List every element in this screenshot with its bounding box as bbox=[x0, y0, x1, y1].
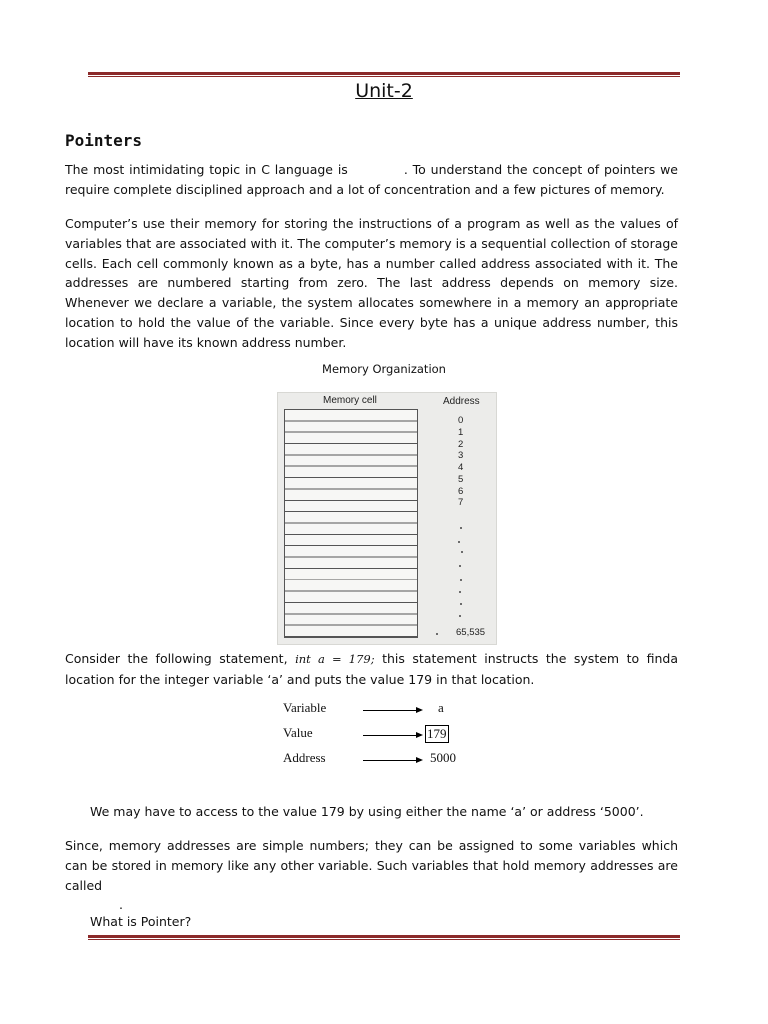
section-heading: Pointers bbox=[65, 131, 143, 150]
memory-paragraph: Computer’s use their memory for storing the instructions of a program as well as the values of variables that are associated with it. The computer’s memory is a sequential collection of storage cells. Each cell commonly known as a byte, has a number called address associated with it. The addresses are numbered starting from zero. The last address depends on memory size. Whenever we declare a variable, the system allocates somewhere in a memory an appropriate location to hold the value of the variable. Since every byte has a unique address number, this location will have its known address number. bbox=[65, 216, 678, 350]
memory-cell-header: Memory cell bbox=[323, 395, 377, 406]
ellipsis-dot bbox=[460, 579, 462, 581]
variable-label: Variable bbox=[283, 700, 327, 715]
value-box: 179 bbox=[427, 726, 447, 741]
intro-text-2: . To understand the concept of pointers we require complete disciplined approach and a lot of concentration and a few pictures of memory. bbox=[65, 162, 678, 197]
ellipsis-dot bbox=[459, 615, 461, 617]
address-0: 0 bbox=[458, 415, 464, 426]
memory-organization-figure bbox=[277, 392, 497, 645]
address-header: Address bbox=[443, 396, 480, 407]
ellipsis-dot bbox=[460, 603, 462, 605]
address-2: 2 bbox=[458, 439, 464, 450]
ellipsis-dot bbox=[436, 633, 438, 635]
address-7: 7 bbox=[458, 497, 464, 508]
pointer-variable-text: Since, memory addresses are simple numbers; they can be assigned to some variables which can be stored in memory like any other variable. Such variables that hold memory addresses are called bbox=[65, 838, 678, 893]
memory-cells bbox=[284, 409, 418, 638]
statement-paragraph bbox=[65, 649, 678, 690]
address-3: 3 bbox=[458, 450, 464, 461]
arrow-right-icon bbox=[363, 760, 421, 761]
code-expression: int a = 179; bbox=[295, 652, 375, 666]
address-label: Address bbox=[283, 750, 326, 765]
subheading: What is Pointer? bbox=[90, 914, 192, 929]
address-5: 5 bbox=[458, 474, 464, 485]
arrow-right-icon bbox=[363, 735, 421, 736]
page-title: Unit-2 bbox=[355, 80, 413, 102]
arrow-right-icon bbox=[363, 710, 421, 711]
ellipsis-dot bbox=[461, 551, 463, 553]
statement-text-2: this statement instructs the system to finda location for the integer variable ‘a’ and puts the value 179 in that location. bbox=[65, 651, 679, 687]
access-paragraph: We may have to access to the value 179 by using either the name ‘a’ or address ‘5000’. bbox=[90, 804, 644, 819]
intro-text-1: The most intimidating topic in C language is bbox=[65, 162, 348, 177]
address-6: 6 bbox=[458, 486, 464, 497]
figure-caption: Memory Organization bbox=[322, 362, 446, 376]
intro-paragraph bbox=[65, 160, 678, 200]
statement-text-1: Consider the following statement, bbox=[65, 651, 288, 666]
bottom-rule bbox=[88, 935, 680, 938]
ellipsis-dot bbox=[459, 591, 461, 593]
period: . bbox=[119, 897, 123, 913]
address-4: 4 bbox=[458, 462, 464, 473]
ellipsis-dot bbox=[460, 527, 462, 529]
ellipsis-dot bbox=[458, 541, 460, 543]
pointer-variable-paragraph bbox=[65, 836, 678, 915]
ellipsis-dot bbox=[459, 565, 461, 567]
top-rule bbox=[88, 72, 680, 75]
variable-value: a bbox=[438, 700, 444, 715]
last-address: 65,535 bbox=[456, 627, 486, 638]
address-value: 5000 bbox=[430, 750, 456, 765]
address-1: 1 bbox=[458, 427, 464, 438]
value-label: Value bbox=[283, 725, 313, 740]
